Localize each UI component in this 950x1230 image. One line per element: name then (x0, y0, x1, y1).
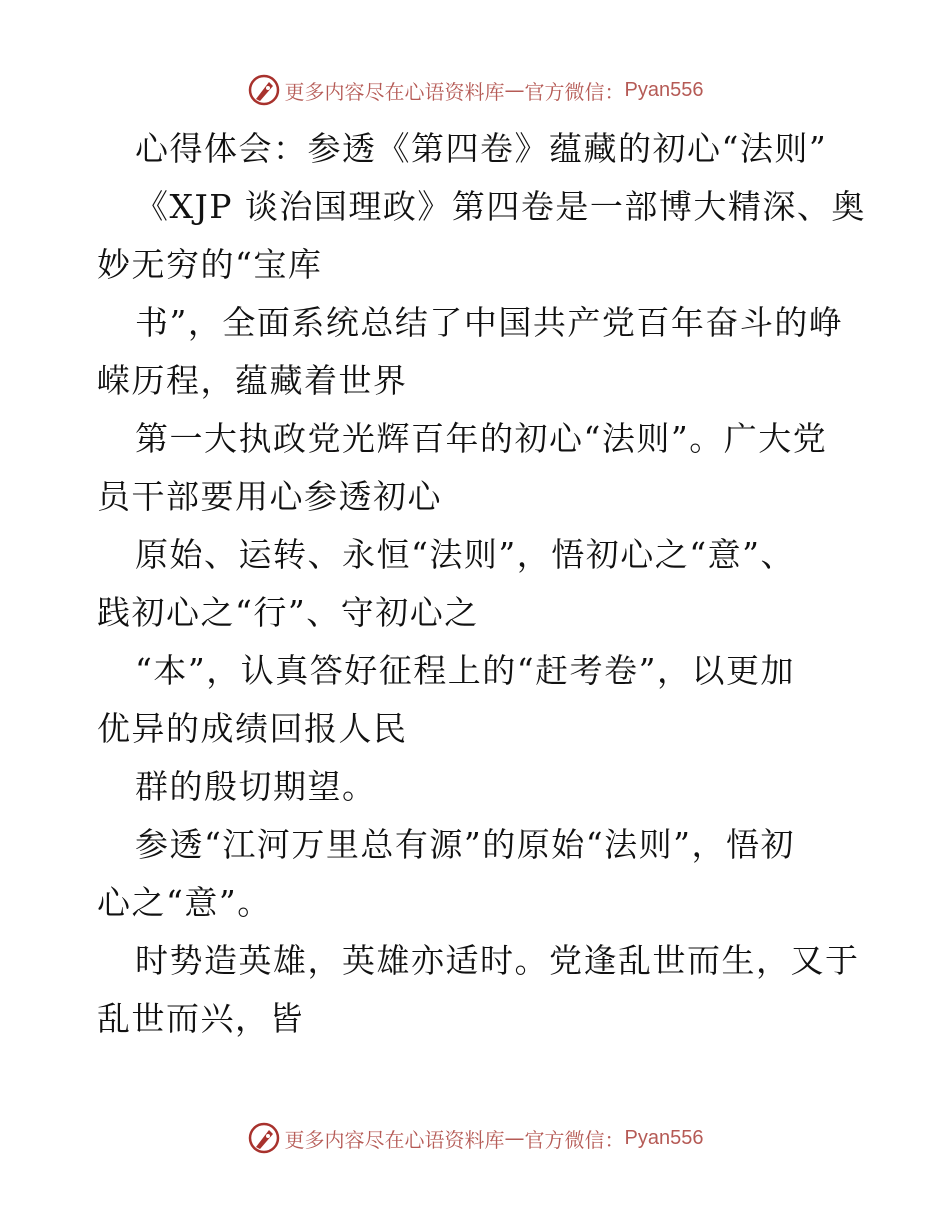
watermark-wechat-id: Pyan556 (624, 78, 704, 101)
watermark-separator: — (504, 78, 525, 102)
watermark-wechat-label: 官方微信： (524, 79, 625, 104)
footer-watermark (0, 1118, 950, 1158)
text-line: 优异的成绩回报人民 (97, 709, 408, 748)
watermark-wechat-label: 官方微信： (524, 1127, 625, 1152)
text-line: 员干部要用心参透初心 (97, 477, 442, 516)
header-watermark (0, 70, 950, 110)
text-line: 妙无穷的“宝库 (97, 245, 323, 284)
pen-nib-logo-icon (247, 1121, 281, 1155)
pen-nib-logo-icon (247, 73, 281, 107)
text-line: 心之“意”。 (97, 883, 272, 922)
text-line: 群的殷切期望。 (135, 767, 377, 806)
text-line: 践初心之“行”、守初心之 (97, 593, 479, 632)
text-line: 《XJP 谈治国理政》第四卷是一部博大精深、奥 (135, 187, 866, 226)
text-line: “本”，认真答好征程上的“赶考卷”，以更加 (135, 651, 795, 690)
text-line: 参透“江河万里总有源”的原始“法则”，悟初 (135, 825, 795, 864)
text-line: 时势造英雄，英雄亦适时。党逢乱世而生，又于 (135, 941, 860, 980)
text-line: 嵘历程，蕴藏着世界 (97, 361, 408, 400)
text-line: 乱世而兴，皆 (97, 999, 304, 1038)
text-line: 书”，全面系统总结了中国共产党百年奋斗的峥 (135, 303, 844, 342)
watermark-text: 更多内容尽在心语资料库 (284, 79, 505, 104)
watermark-separator: — (504, 1126, 525, 1150)
document-title: 心得体会：参透《第四卷》蕴藏的初心“法则” (135, 129, 828, 168)
watermark-text: 更多内容尽在心语资料库 (284, 1127, 505, 1152)
watermark-wechat-id: Pyan556 (624, 1126, 704, 1149)
text-line: 原始、运转、永恒“法则”，悟初心之“意”、 (135, 535, 795, 574)
document-body (97, 120, 866, 1048)
text-line: 第一大执政党光辉百年的初心“法则”。广大党 (135, 419, 828, 458)
